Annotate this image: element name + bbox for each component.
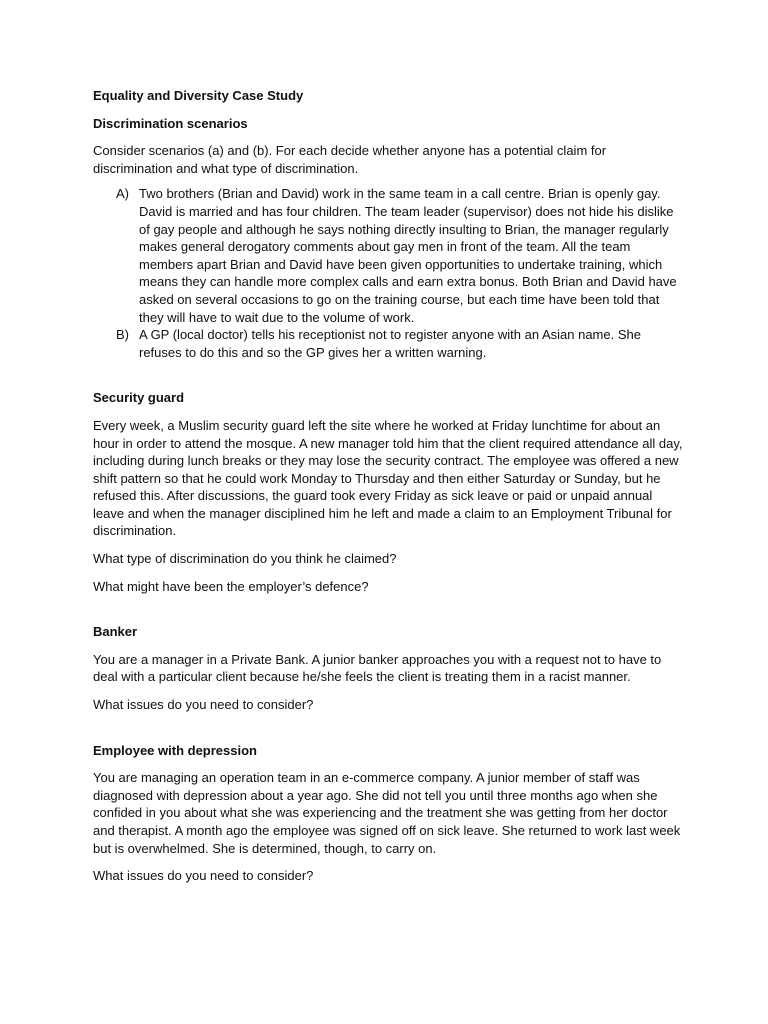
security-guard-question-2: What might have been the employer’s defence? [93,578,369,594]
scenario-item-a [93,185,683,326]
banker-question: What issues do you need to consider? [93,697,314,713]
scenario-text-a: Two brothers (Brian and David) work in the same team in a call centre. Brian is openly gay. David is married and has four children. The team leader (supervisor) does not hide his dislike of gay people and although he says nothing directly insulting to Brian, the manager regularly makes general derogatory comments about gay men in front of the team. All the team members apart Brian and David have been given opportunities to undertake training, which means they can handle more complex calls and earn extra bonus. Both Brian and David have asked on several occasions to go on the training course, but each time have been told that they will have to wait due to the volume of work. [139,186,677,325]
depression-heading: Employee with depression [93,742,257,758]
banker-body: You are a manager in a Private Bank. A junior banker approaches you with a request not to have to deal with a particular client because he/she feels the client is treating them in a racist manner. [93,651,662,685]
depression-body: You are managing an operation team in an e-commerce company. A junior member of staff was diagnosed with depression about a year ago. She did not tell you until three months ago when she confided in you about what she was experiencing and the treatment she was getting from her doctor and therapist. A month ago the employee was signed off on sick leave. She returned to work last week but is overwhelmed. She is determined, though, to carry on. [93,770,681,856]
scenario-text-b: A GP (local doctor) tells his receptionist not to register anyone with an Asian name. She refuses to do this and so the GP gives her a written warning. [139,327,641,360]
security-guard-question-1: What type of discrimination do you think he claimed? [93,551,397,567]
scenario-list [93,185,683,361]
banker-heading: Banker [93,624,138,640]
discrimination-intro: Consider scenarios (a) and (b). For each decide whether anyone has a potential claim for discrimination and what type of discrimination. [93,143,607,176]
scenario-marker-b: B) [116,327,129,343]
section-spacer [93,605,683,623]
document-title: Equality and Diversity Case Study [93,88,304,103]
document-page [93,87,683,895]
depression-question: What issues do you need to consider? [93,868,314,884]
scenario-marker-a: A) [116,186,129,202]
section-spacer [93,724,683,742]
security-guard-heading: Security guard [93,390,185,406]
scenario-item-b [93,326,683,361]
discrimination-heading: Discrimination scenarios [93,115,248,131]
security-guard-body: Every week, a Muslim security guard left the site where he worked at Friday lunchtime for about an hour in order to attend the mosque. A new manager told him that the client required attendance all day, including during lunch breaks or they may lose the security contract. The employee was offered a new shift pattern so that he could work Monday to Thursday and then either Saturday or Sunday, but he refused this. After discussions, the guard took every Friday as sick leave or paid or unpaid annual leave and when the manager disciplined him he left and made a claim to an Employment Tribunal for discrimination. [93,417,683,539]
section-spacer [93,371,683,389]
